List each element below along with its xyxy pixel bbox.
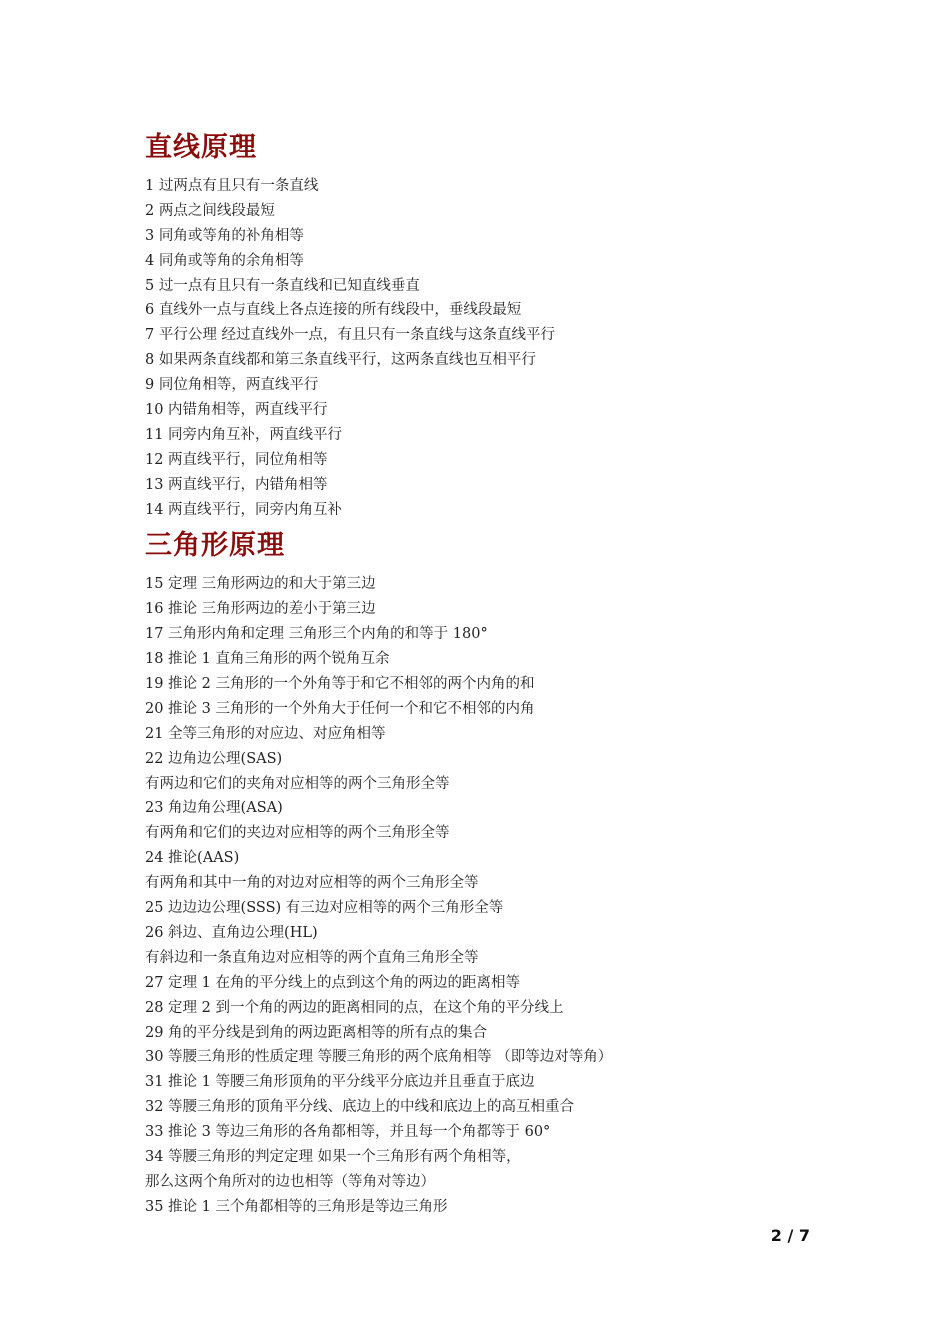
theorem-line: 26 斜边、直角边公理(HL): [145, 924, 318, 941]
theorem-line: 12 两直线平行，同位角相等: [145, 451, 328, 468]
theorem-line: 10 内错角相等，两直线平行: [145, 402, 328, 419]
theorem-line: 11 同旁内角互补，两直线平行: [145, 426, 343, 443]
theorem-line: 24 推论(AAS): [145, 850, 240, 867]
theorem-line: 31 推论 1 等腰三角形顶角的平分线平分底边并且垂直于底边: [145, 1074, 535, 1091]
theorem-line: 2 两点之间线段最短: [145, 202, 275, 219]
theorem-line: 16 推论 三角形两边的差小于第三边: [145, 601, 376, 618]
theorem-line: 9 同位角相等，两直线平行: [145, 377, 319, 394]
theorem-line: 32 等腰三角形的顶角平分线、底边上的中线和底边上的高互相重合: [145, 1099, 575, 1116]
theorem-line: 22 边角边公理(SAS): [145, 750, 283, 767]
theorem-line: 28 定理 2 到一个角的两边的距离相同的点，在这个角的平分线上: [145, 999, 564, 1016]
theorem-line: 14 两直线平行，同旁内角互补: [145, 501, 343, 518]
theorem-line: 29 角的平分线是到角的两边距离相等的所有点的集合: [145, 1024, 488, 1041]
theorem-line: 19 推论 2 三角形的一个外角等于和它不相邻的两个内角的和: [145, 676, 535, 693]
theorem-line: 20 推论 3 三角形的一个外角大于任何一个和它不相邻的内角: [145, 700, 535, 717]
theorem-line: 有两角和其中一角的对边对应相等的两个三角形全等: [145, 875, 479, 892]
theorem-line: 21 全等三角形的对应边、对应角相等: [145, 725, 386, 742]
theorem-line: 13 两直线平行，内错角相等: [145, 476, 328, 493]
theorem-line: 30 等腰三角形的性质定理 等腰三角形的两个底角相等 （即等边对等角）: [145, 1049, 613, 1066]
document-content: [145, 128, 835, 1220]
theorem-line: 有两边和它们的夹角对应相等的两个三角形全等: [145, 775, 450, 792]
theorem-line: 8 如果两条直线都和第三条直线平行，这两条直线也互相平行: [145, 352, 536, 369]
section-heading-triangles: 三角形原理: [145, 530, 285, 562]
page-number: 2 / 7: [770, 1226, 810, 1245]
theorem-line: 18 推论 1 直角三角形的两个锐角互余: [145, 651, 390, 668]
theorem-line: 有斜边和一条直角边对应相等的两个直角三角形全等: [145, 949, 479, 966]
theorem-line: 23 角边角公理(ASA): [145, 800, 283, 817]
theorem-line: 7 平行公理 经过直线外一点，有且只有一条直线与这条直线平行: [145, 327, 555, 344]
theorem-line: 27 定理 1 在角的平分线上的点到这个角的两边的距离相等: [145, 974, 521, 991]
theorem-line: 6 直线外一点与直线上各点连接的所有线段中，垂线段最短: [145, 302, 522, 319]
theorem-line: 35 推论 1 三个角都相等的三角形是等边三角形: [145, 1198, 448, 1215]
theorem-line: 那么这两个角所对的边也相等（等角对等边）: [145, 1173, 435, 1190]
theorem-line: 15 定理 三角形两边的和大于第三边: [145, 576, 376, 593]
theorem-line: 4 同角或等角的余角相等: [145, 252, 304, 269]
theorem-line: 25 边边边公理(SSS) 有三边对应相等的两个三角形全等: [145, 900, 504, 917]
theorem-line: 34 等腰三角形的判定定理 如果一个三角形有两个角相等，: [145, 1148, 521, 1165]
theorem-line: 1 过两点有且只有一条直线: [145, 178, 319, 194]
theorem-line: 3 同角或等角的补角相等: [145, 227, 304, 244]
theorem-line: 有两角和它们的夹边对应相等的两个三角形全等: [145, 825, 450, 842]
theorem-line: 17 三角形内角和定理 三角形三个内角的和等于 180°: [145, 626, 488, 643]
section-heading-lines: 直线原理: [145, 132, 257, 163]
theorem-list-lines: [145, 174, 835, 522]
theorem-line: 33 推论 3 等边三角形的各角都相等，并且每一个角都等于 60°: [145, 1124, 551, 1141]
theorem-line: 5 过一点有且只有一条直线和已知直线垂直: [145, 277, 420, 294]
theorem-list-triangles: [145, 572, 835, 1219]
